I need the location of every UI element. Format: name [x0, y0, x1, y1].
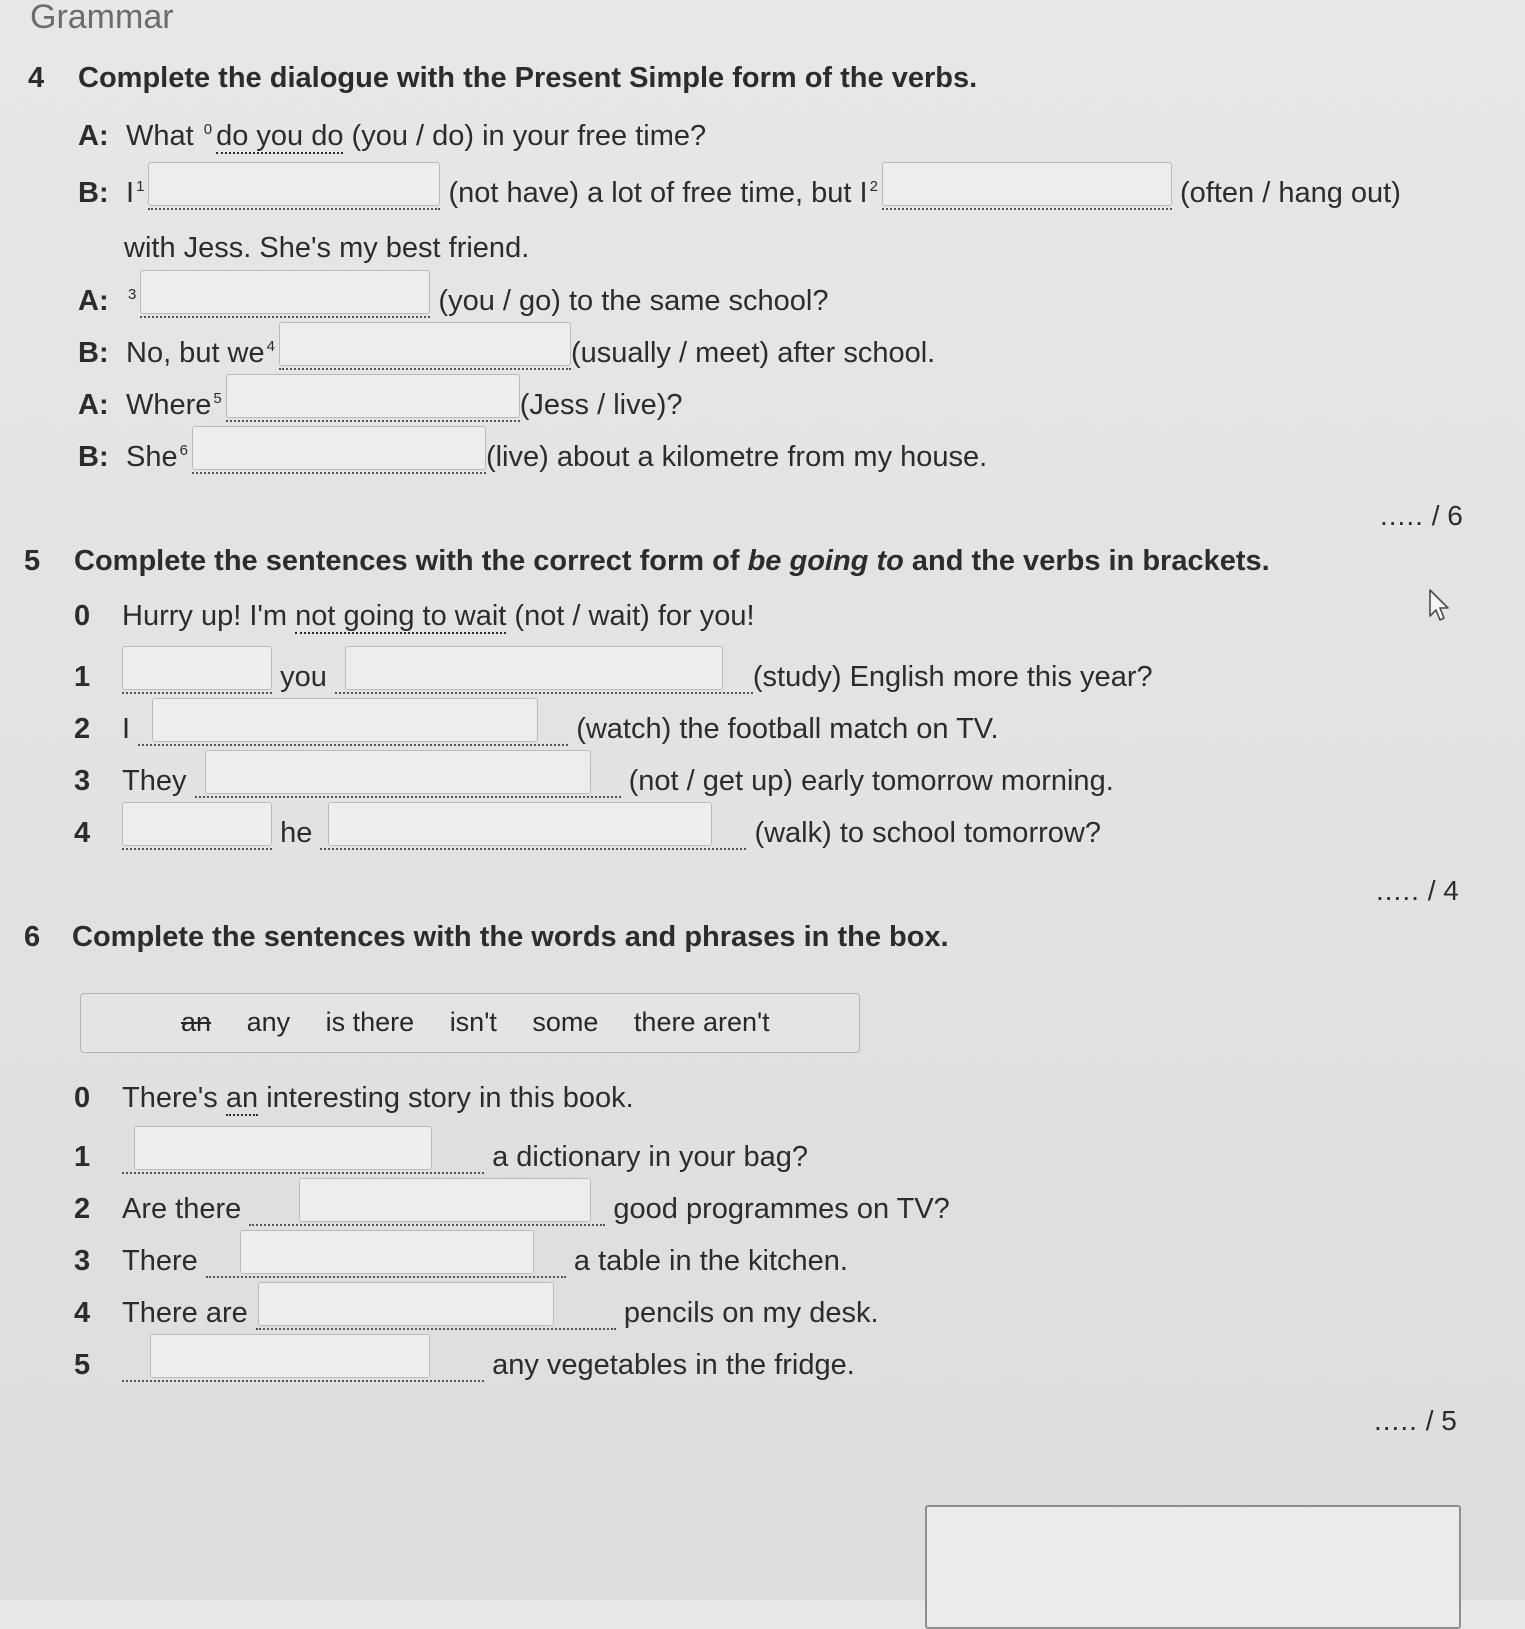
- answer-input-2[interactable]: [882, 162, 1172, 206]
- exercise-instruction: Complete the sentences with the words and phrases in the box.: [72, 921, 949, 953]
- word-option: some: [532, 1007, 599, 1037]
- answer-gap: [122, 812, 272, 850]
- line-text: There are: [122, 1297, 248, 1329]
- line-text: She: [126, 441, 178, 473]
- answer-input[interactable]: [122, 802, 272, 846]
- exercise-number: 4: [28, 62, 45, 94]
- answer-input[interactable]: [258, 1282, 554, 1326]
- line-text: (live) about a kilometre from my house.: [485, 441, 988, 473]
- answer-gap: [122, 1344, 484, 1382]
- ex5-item-2: [74, 708, 999, 746]
- dialogue-line-1-continued: with Jess. She's my best friend.: [124, 232, 530, 264]
- line-text: They: [122, 765, 187, 797]
- dialogue-line-6: [78, 436, 987, 474]
- exercise-instruction-emphasis: be going to: [747, 545, 904, 577]
- gap-number: 3: [128, 286, 137, 304]
- item-number: 5: [74, 1349, 91, 1381]
- word-option: there aren't: [633, 1007, 770, 1037]
- ex6-item-2: [74, 1188, 950, 1226]
- gap-number: 6: [179, 442, 188, 460]
- line-text: (not have) a lot of free time, but I: [448, 177, 868, 209]
- line-text: (usually / meet) after school.: [570, 337, 936, 369]
- line-text: good programmes on TV?: [613, 1193, 950, 1225]
- line-text: I: [122, 713, 131, 745]
- line-text: I: [126, 177, 135, 209]
- score-total: / 5: [1425, 1405, 1457, 1436]
- ex6-item-5: [74, 1344, 855, 1382]
- line-text: interesting story in this book.: [266, 1082, 634, 1114]
- answer-gap: [138, 708, 568, 746]
- ex5-item-3: [74, 760, 1114, 798]
- answer-gap: [195, 760, 621, 798]
- line-text: you: [280, 661, 327, 693]
- answer-gap-3: [140, 280, 430, 318]
- gap-number: 2: [869, 178, 878, 196]
- ex6-item-1: [74, 1136, 808, 1174]
- ex5-item-1: [74, 656, 1153, 694]
- line-text: Hurry up! I'm: [122, 600, 288, 632]
- gap-number: 5: [213, 390, 222, 408]
- answer-input-6[interactable]: [192, 426, 486, 470]
- line-text: No, but we: [126, 337, 265, 369]
- gap-number: 0: [203, 121, 213, 139]
- dialogue-line-1: [78, 172, 1401, 210]
- answer-gap-5: [226, 384, 520, 422]
- word-option: is there: [325, 1007, 415, 1037]
- item-number: 4: [74, 817, 91, 849]
- line-text: (Jess / live)?: [519, 389, 683, 421]
- item-number: 4: [74, 1297, 91, 1329]
- line-text: (watch) the football match on TV.: [576, 713, 999, 745]
- exercise-6-score: [1374, 1405, 1457, 1437]
- item-number: 1: [74, 1141, 91, 1173]
- ex5-item-0: [74, 600, 755, 633]
- ex6-item-3: [74, 1240, 848, 1278]
- speaker-label: A:: [78, 285, 109, 317]
- ex5-item-4: [74, 812, 1101, 850]
- exercise-5-title: [24, 545, 1270, 578]
- line-text: he: [280, 817, 313, 849]
- score-total: / 4: [1427, 875, 1459, 906]
- item-number: 0: [74, 600, 91, 632]
- speaker-label: B:: [78, 441, 109, 473]
- line-text: (you / do) in your free time?: [351, 120, 707, 152]
- ex6-item-4: [74, 1292, 879, 1330]
- line-text: What: [126, 120, 194, 152]
- exercise-number: 5: [24, 545, 41, 577]
- dialogue-line-5: [78, 384, 683, 422]
- answer-input-4[interactable]: [279, 322, 571, 366]
- answer-gap: [122, 656, 272, 694]
- answer-input[interactable]: [150, 1334, 430, 1378]
- answer-gap-1: [148, 172, 440, 210]
- exercise-instruction: and the verbs in brackets.: [911, 545, 1270, 577]
- item-number: 3: [74, 765, 91, 797]
- word-used: an: [181, 1007, 212, 1037]
- answer-gap: [206, 1240, 566, 1278]
- exercise-instruction: Complete the dialogue with the Present Simple form of the verbs.: [78, 62, 978, 94]
- ex6-item-0: [74, 1082, 634, 1115]
- answer-input[interactable]: [345, 646, 723, 690]
- mouse-pointer-icon: [1428, 588, 1454, 629]
- line-text: (walk) to school tomorrow?: [754, 817, 1101, 849]
- exercise-number: 6: [24, 921, 41, 953]
- line-text: (often / hang out): [1179, 177, 1401, 209]
- score-dots: .....: [1376, 875, 1420, 906]
- item-number: 0: [74, 1082, 91, 1114]
- answer-input[interactable]: [122, 646, 272, 690]
- word-box: [80, 993, 860, 1053]
- answer-gap: [256, 1292, 616, 1330]
- gap-number: 1: [136, 178, 145, 196]
- speaker-label: B:: [78, 337, 109, 369]
- answer-gap: [249, 1188, 605, 1226]
- answer-gap: [335, 656, 753, 694]
- dialogue-line-4: [78, 332, 935, 370]
- line-text: a table in the kitchen.: [573, 1245, 848, 1277]
- answer-gap-4: [279, 332, 571, 370]
- dialogue-line-0: [78, 120, 706, 153]
- line-text: Are there: [122, 1193, 242, 1225]
- answer-input[interactable]: [328, 802, 712, 846]
- answer-input[interactable]: [299, 1178, 591, 1222]
- word-option: any: [246, 1007, 291, 1037]
- line-text: pencils on my desk.: [623, 1297, 879, 1329]
- answer-input-1[interactable]: [148, 162, 440, 206]
- line-text: any vegetables in the fridge.: [492, 1349, 855, 1381]
- line-text: There: [122, 1245, 198, 1277]
- score-total: / 6: [1431, 500, 1463, 531]
- score-dots: .....: [1380, 500, 1424, 531]
- example-answer: do you do: [216, 120, 344, 152]
- exercise-4-title: [28, 62, 977, 95]
- bottom-answer-box[interactable]: [925, 1505, 1461, 1629]
- item-number: 2: [74, 1193, 91, 1225]
- speaker-label: A:: [78, 389, 109, 421]
- line-text: (not / wait) for you!: [514, 600, 755, 632]
- exercise-6-title: [24, 921, 949, 954]
- example-answer: an: [225, 1082, 259, 1114]
- answer-input[interactable]: [152, 698, 538, 742]
- answer-gap: [320, 812, 746, 850]
- line-text: a dictionary in your bag?: [492, 1141, 809, 1173]
- item-number: 2: [74, 713, 91, 745]
- exercise-4-score: [1380, 500, 1463, 532]
- answer-input-3[interactable]: [140, 270, 430, 314]
- line-text: (study) English more this year?: [752, 661, 1153, 693]
- score-dots: .....: [1374, 1405, 1418, 1436]
- answer-gap: [122, 1136, 484, 1174]
- gap-number: 4: [266, 338, 275, 356]
- word-option: isn't: [449, 1007, 497, 1037]
- example-answer: not going to wait: [295, 600, 507, 632]
- speaker-label: A:: [78, 120, 109, 152]
- line-text: Where: [126, 389, 212, 421]
- line-text: (you / go) to the same school?: [438, 285, 829, 317]
- item-number: 1: [74, 661, 91, 693]
- answer-input[interactable]: [240, 1230, 534, 1274]
- line-text: (not / get up) early tomorrow morning.: [628, 765, 1114, 797]
- line-text: There's: [122, 1082, 218, 1114]
- exercise-5-score: [1376, 875, 1459, 907]
- answer-gap-2: [882, 172, 1172, 210]
- dialogue-line-3: [78, 280, 829, 318]
- speaker-label: B:: [78, 177, 109, 209]
- section-heading: Grammar: [30, 0, 174, 36]
- item-number: 3: [74, 1245, 91, 1277]
- answer-gap-6: [192, 436, 486, 474]
- answer-input-5[interactable]: [226, 374, 520, 418]
- answer-input[interactable]: [205, 750, 591, 794]
- word-list: [181, 1007, 798, 1038]
- exercise-instruction: Complete the sentences with the correct form of: [74, 545, 740, 577]
- answer-input[interactable]: [134, 1126, 432, 1170]
